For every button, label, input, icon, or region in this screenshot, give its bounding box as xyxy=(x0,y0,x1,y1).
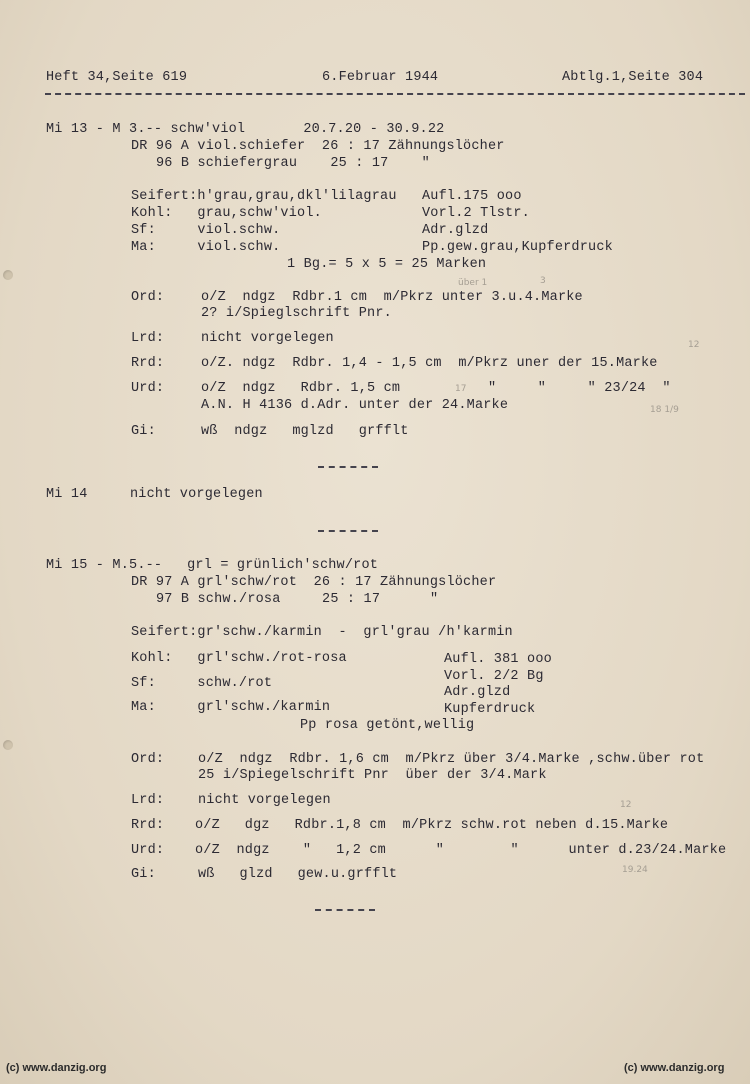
mi13-ma: Ma: viol.schw. xyxy=(131,240,281,255)
mi15-lrd: nicht vorgelegen xyxy=(198,793,331,808)
mi15-title: Mi 15 - M.5.-- grl = grünlich'schw/rot xyxy=(46,558,379,573)
mi15-seifert: Seifert:gr'schw./karmin - grl'grau /h'karmin xyxy=(131,625,513,640)
mi13-seifert: Seifert:h'grau,grau,dkl'lilagrau xyxy=(131,189,397,204)
footer-copyright-right: (c) www.danzig.org xyxy=(624,1062,725,1074)
mi15-ord-label: Ord: xyxy=(131,752,165,767)
mi15-gi: wß glzd gew.u.grfflt xyxy=(198,867,398,882)
mi13-urd-1b: " " " 23/24 " xyxy=(488,381,671,396)
section-separator xyxy=(315,909,375,911)
pencil-note: 19.24 xyxy=(622,865,648,875)
section-separator xyxy=(318,530,378,532)
mi15-dr-b: 97 B schw./rosa 25 : 17 " xyxy=(156,592,439,607)
mi15-gi-label: Gi: xyxy=(131,867,156,882)
header-divider xyxy=(45,93,745,95)
mi13-pp: Pp.gew.grau,Kupferdruck xyxy=(422,240,613,255)
mi15-rrd-label: Rrd: xyxy=(131,818,165,833)
mi15-adr: Adr.glzd xyxy=(444,685,511,700)
pencil-note: 18 1/9 xyxy=(650,405,679,415)
pencil-note: 12 xyxy=(688,340,700,350)
mi13-gi: wß ndgz mglzd grfflt xyxy=(201,424,409,439)
mi15-lrd-label: Lrd: xyxy=(131,793,165,808)
mi13-lrd: nicht vorgelegen xyxy=(201,331,334,346)
footer-copyright-left: (c) www.danzig.org xyxy=(6,1062,107,1074)
header-date: 6.Februar 1944 xyxy=(322,70,439,85)
pencil-note: über 1 xyxy=(458,278,488,288)
mi13-ord-2: 2? i/Spieglschrift Pnr. xyxy=(201,306,392,321)
mi15-aufl: Aufl. 381 ooo xyxy=(444,652,552,667)
mi15-ord-2: 25 i/Spiegelschrift Pnr über der 3/4.Mark xyxy=(198,768,547,783)
mi13-urd-2: A.N. H 4136 d.Adr. unter der 24.Marke xyxy=(201,398,509,413)
mi13-title: Mi 13 - M 3.-- schw'viol 20.7.20 - 30.9.22 xyxy=(46,122,445,137)
mi15-urd: o/Z ndgz " 1,2 cm " " unter d.23/24.Marke xyxy=(195,843,727,858)
mi15-urd-label: Urd: xyxy=(131,843,165,858)
mi13-kohl: Kohl: grau,schw'viol. xyxy=(131,206,322,221)
pencil-note: 3 xyxy=(540,276,546,286)
pencil-note: 12 xyxy=(620,800,632,810)
mi13-urd-label: Urd: xyxy=(131,381,165,396)
mi15-dr-a: DR 97 A grl'schw/rot 26 : 17 Zähnungslöcher xyxy=(131,575,497,590)
mi15-ord-1: o/Z ndgz Rdbr. 1,6 cm m/Pkrz über 3/4.Marke ,schw.über rot xyxy=(198,752,705,767)
mi15-ma: Ma: grl'schw./karmin xyxy=(131,700,331,715)
mi13-dr-a: DR 96 A viol.schiefer 26 : 17 Zähnungslöcher xyxy=(131,139,505,154)
mi13-sf: Sf: viol.schw. xyxy=(131,223,281,238)
mi15-kupferdruck: Kupferdruck xyxy=(444,702,536,717)
mi15-rrd: o/Z dgz Rdbr.1,8 cm m/Pkrz schw.rot neben d.15.Marke xyxy=(195,818,669,833)
mi15-sf: Sf: schw./rot xyxy=(131,676,273,691)
mi13-lrd-label: Lrd: xyxy=(131,331,165,346)
pencil-note: 17 xyxy=(455,384,467,394)
header-left: Heft 34,Seite 619 xyxy=(46,70,188,85)
mi13-aufl: Aufl.175 ooo xyxy=(422,189,522,204)
section-separator xyxy=(318,466,378,468)
mi13-gi-label: Gi: xyxy=(131,424,156,439)
mi15-pp: Pp rosa getönt,wellig xyxy=(300,718,475,733)
mi13-ord-label: Ord: xyxy=(131,290,165,305)
punch-hole xyxy=(3,740,13,750)
mi15-kohl: Kohl: grl'schw./rot-rosa xyxy=(131,651,347,666)
mi13-bogen: 1 Bg.= 5 x 5 = 25 Marken xyxy=(287,257,487,272)
punch-hole xyxy=(3,270,13,280)
mi13-ord-1: o/Z ndgz Rdbr.1 cm m/Pkrz unter 3.u.4.Marke xyxy=(201,290,583,305)
mi13-rrd: o/Z. ndgz Rdbr. 1,4 - 1,5 cm m/Pkrz uner der 15.Marke xyxy=(201,356,658,371)
mi15-vorl: Vorl. 2/2 Bg xyxy=(444,669,544,684)
mi14-text: nicht vorgelegen xyxy=(130,487,263,502)
mi13-adr: Adr.glzd xyxy=(422,223,489,238)
header-right: Abtlg.1,Seite 304 xyxy=(562,70,704,85)
mi13-dr-b: 96 B schiefergrau 25 : 17 " xyxy=(156,156,430,171)
mi13-rrd-label: Rrd: xyxy=(131,356,165,371)
mi14-label: Mi 14 xyxy=(46,487,88,502)
mi13-vorl: Vorl.2 Tlstr. xyxy=(422,206,530,221)
mi13-urd-1a: o/Z ndgz Rdbr. 1,5 cm xyxy=(201,381,401,396)
